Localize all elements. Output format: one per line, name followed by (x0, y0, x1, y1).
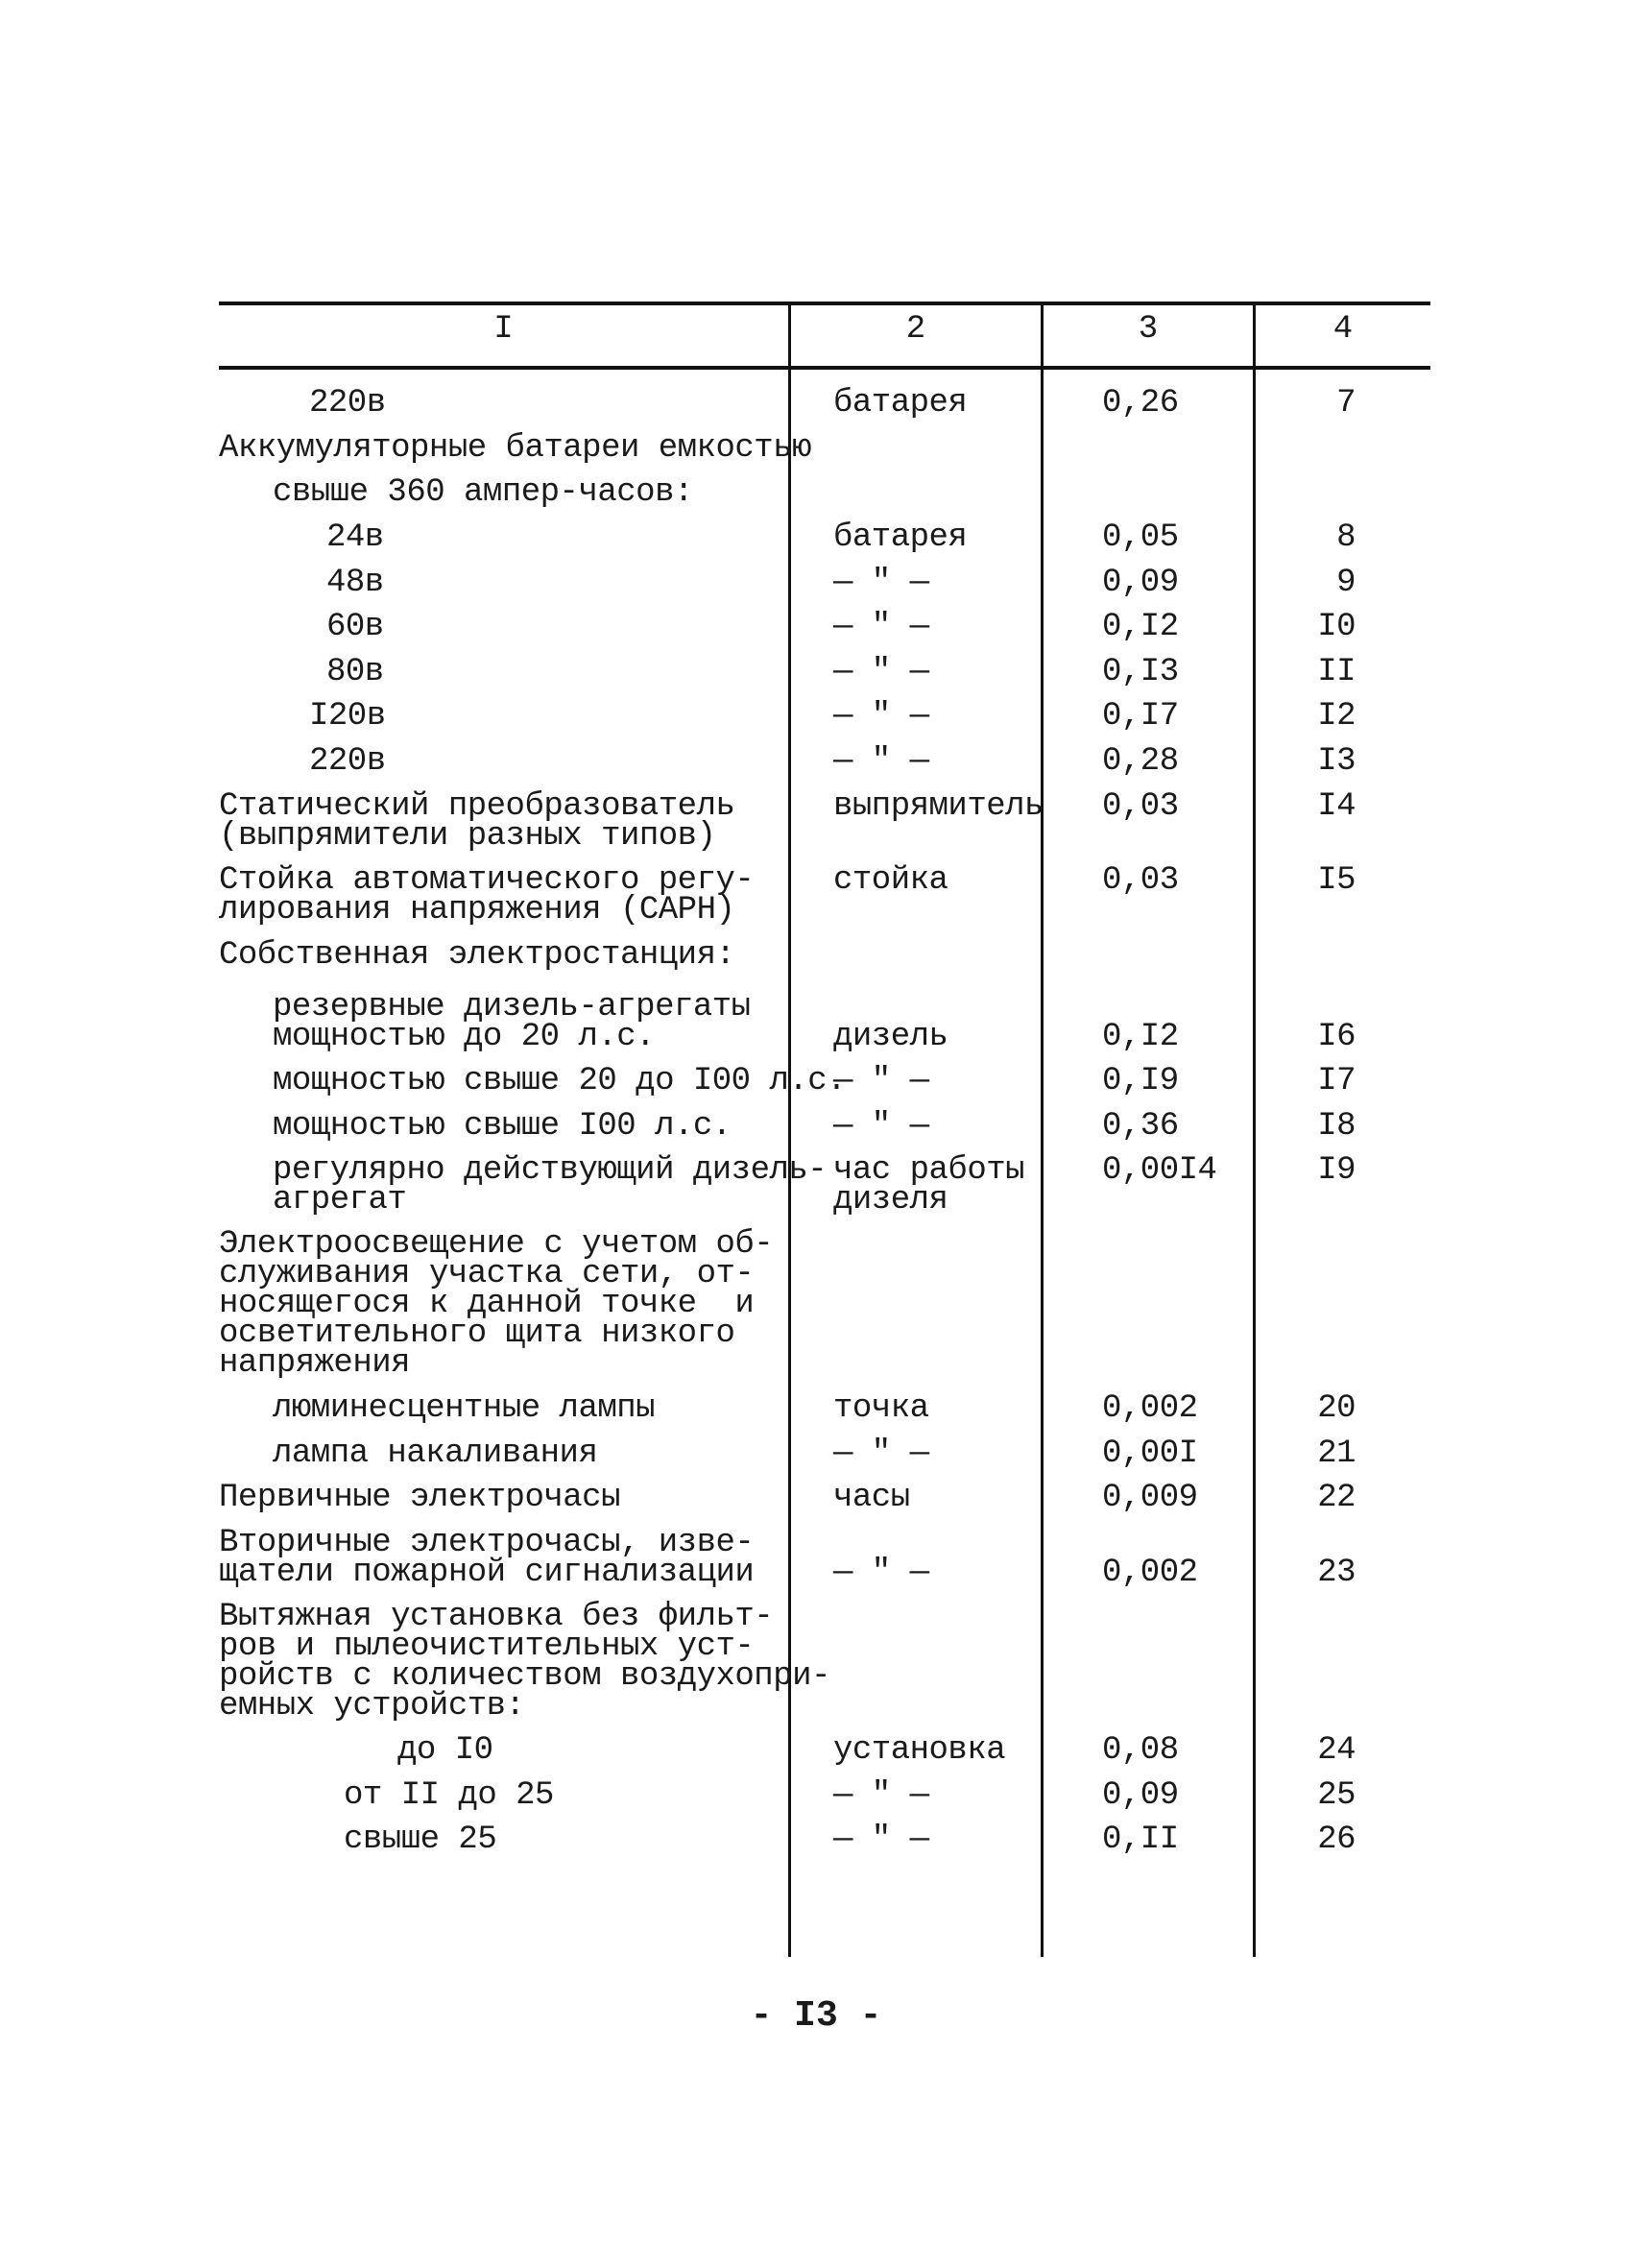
row-description: до I0 (397, 1732, 493, 1769)
row-unit: — " — (833, 1822, 929, 1858)
row-number: 8 (1336, 519, 1356, 556)
row-number: 21 (1317, 1436, 1356, 1472)
row-value: 0,09 (1102, 1777, 1179, 1814)
row-number: 22 (1317, 1480, 1356, 1516)
row-description: Электроосвещение с учетом об- служивания участка сети, от- носящегося к данной точке и осветительного щита низкого напряжения (219, 1226, 774, 1382)
row-description: 220в (309, 385, 386, 422)
row-value: 0,05 (1102, 519, 1179, 556)
row-number: I8 (1317, 1108, 1356, 1145)
row-value: 0,03 (1102, 788, 1179, 825)
row-description: Первичные электрочасы (219, 1480, 620, 1516)
row-value: 0,I2 (1102, 609, 1179, 645)
row-number: I6 (1317, 1019, 1356, 1055)
row-number: 24 (1317, 1732, 1356, 1769)
row-unit: батарея (833, 519, 968, 556)
row-description: мощностью свыше 20 до I00 л.с. (273, 1063, 847, 1099)
row-number: I2 (1317, 698, 1356, 735)
row-description: 48в (326, 565, 384, 601)
column-header-1: I (493, 311, 514, 348)
column-header-3: 3 (1138, 311, 1159, 348)
row-description: Вытяжная установка без фильт- ров и пылеочистительных уст- ройств с количеством воздухопри- емных устройств: (219, 1599, 830, 1725)
row-description: мощностью свыше I00 л.с. (273, 1108, 732, 1145)
row-value: 0,I7 (1102, 698, 1179, 735)
row-unit: установка (833, 1732, 1006, 1769)
row-value: 0,002 (1102, 1390, 1198, 1427)
row-unit: — " — (833, 1108, 929, 1145)
row-description: Вторичные электрочасы, изве- щатели пожарной сигнализации (219, 1525, 755, 1591)
column-header-4: 4 (1332, 311, 1354, 348)
row-unit: — " — (833, 654, 929, 690)
row-number: 20 (1317, 1390, 1356, 1427)
row-value: 0,08 (1102, 1732, 1179, 1769)
row-description: 24в (326, 519, 384, 556)
row-number: I4 (1317, 788, 1356, 825)
row-description: резервные дизель-агрегаты мощностью до 20 л.с. (273, 989, 751, 1055)
row-value: 0,00I4 (1102, 1152, 1217, 1189)
page-number: - I3 - (750, 1995, 882, 2037)
row-unit: — " — (833, 1436, 929, 1472)
row-description: свыше 360 ампер-часов: (273, 474, 693, 511)
row-value: 0,II (1102, 1822, 1179, 1858)
row-unit: — " — (833, 1555, 929, 1591)
row-description: Стойка автоматического регу- лирования напряжения (САРН) (219, 862, 755, 929)
row-value: 0,002 (1102, 1555, 1198, 1591)
row-value: 0,36 (1102, 1108, 1179, 1145)
row-value: 0,09 (1102, 565, 1179, 601)
header-bottom-rule (219, 366, 1430, 370)
row-value: 0,00I (1102, 1436, 1198, 1472)
row-number: 7 (1336, 385, 1356, 422)
row-value: 0,009 (1102, 1480, 1198, 1516)
row-unit: стойка (833, 862, 948, 899)
row-value: 0,26 (1102, 385, 1179, 422)
row-description: I20в (309, 698, 386, 735)
row-description: 220в (309, 743, 386, 780)
row-unit: — " — (833, 1777, 929, 1814)
row-number: I9 (1317, 1152, 1356, 1189)
column-divider-2 (1041, 303, 1044, 1957)
row-description: Статический преобразователь (выпрямители разных типов) (219, 788, 735, 855)
row-description: Собственная электростанция: (219, 937, 735, 974)
row-unit: — " — (833, 609, 929, 645)
row-value: 0,28 (1102, 743, 1179, 780)
row-number: I0 (1317, 609, 1356, 645)
row-number: 26 (1317, 1822, 1356, 1858)
row-description: Аккумуляторные батареи емкостью (219, 430, 812, 467)
row-description: от II до 25 (344, 1777, 554, 1814)
row-number: II (1317, 654, 1356, 690)
row-unit: батарея (833, 385, 968, 422)
row-unit: — " — (833, 565, 929, 601)
row-value: 0,I3 (1102, 654, 1179, 690)
row-number: I7 (1317, 1063, 1356, 1099)
row-value: 0,03 (1102, 862, 1179, 899)
row-number: I5 (1317, 862, 1356, 899)
column-header-2: 2 (905, 311, 926, 348)
row-description: 80в (326, 654, 384, 690)
row-description: люминесцентные лампы (273, 1390, 656, 1427)
row-unit: часы (833, 1480, 910, 1516)
row-number: 23 (1317, 1555, 1356, 1591)
row-number: I3 (1317, 743, 1356, 780)
row-unit: — " — (833, 1063, 929, 1099)
row-number: 25 (1317, 1777, 1356, 1814)
row-unit: дизель (833, 1019, 948, 1055)
row-value: 0,I9 (1102, 1063, 1179, 1099)
row-unit: час работы дизеля (833, 1152, 1025, 1218)
row-unit: точка (833, 1390, 929, 1427)
row-number: 9 (1336, 565, 1356, 601)
row-value: 0,I2 (1102, 1019, 1179, 1055)
row-unit: — " — (833, 698, 929, 735)
row-description: 60в (326, 609, 384, 645)
row-description: лампа накаливания (273, 1436, 598, 1472)
column-divider-3 (1253, 303, 1256, 1957)
row-unit: выпрямитель (833, 788, 1044, 825)
row-description: регулярно действующий дизель- агрегат (273, 1152, 828, 1218)
row-unit: — " — (833, 743, 929, 780)
row-description: свыше 25 (344, 1822, 497, 1858)
